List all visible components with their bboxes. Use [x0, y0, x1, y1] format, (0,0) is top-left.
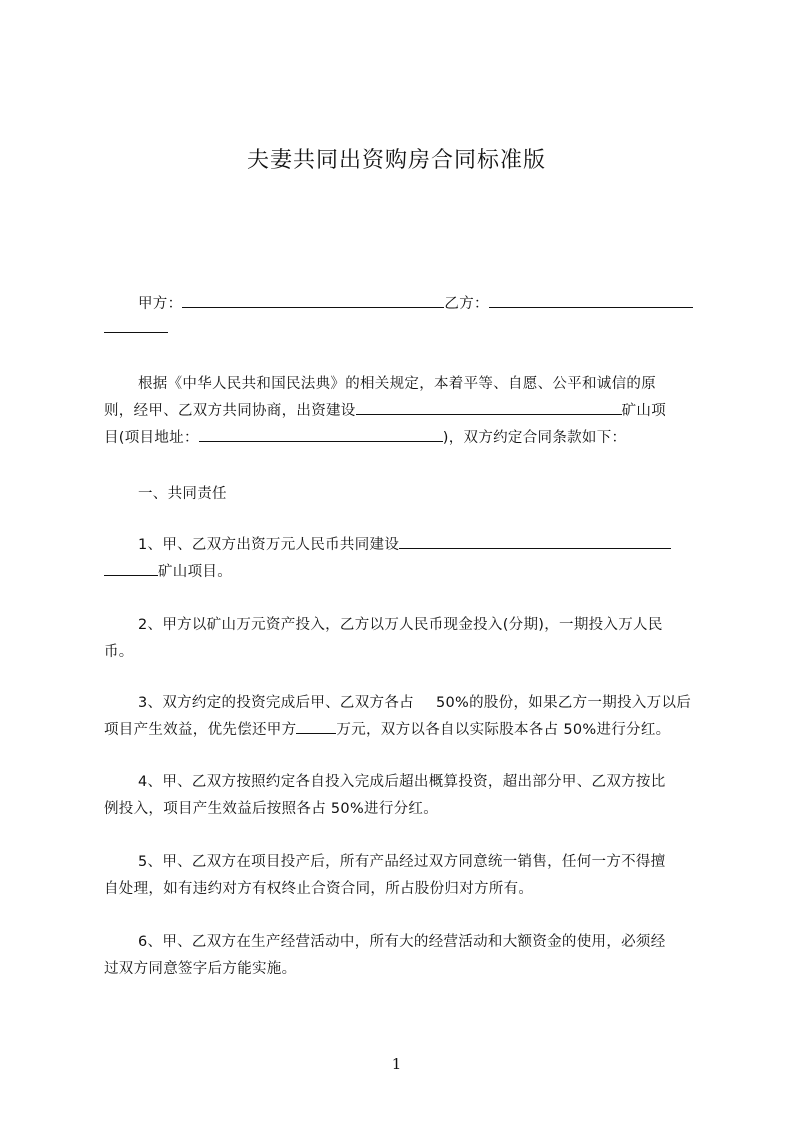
section-1-title: 一、共同责任 [138, 486, 227, 502]
clause-1-text-2: 矿山项目。 [158, 564, 232, 580]
clause-4-text-2: 例投入，项目产生效益后按照各占 50%进行分红。 [104, 801, 439, 817]
clause-1-line-1 [104, 533, 710, 554]
clause-6-line-2 [104, 957, 710, 978]
clause-3-text-b: 50%的股份，如果乙方一期投入万以后 [435, 695, 692, 711]
page-number: 1 [391, 1055, 402, 1073]
section-heading [104, 482, 710, 503]
clause-4-text: 4、甲、乙双方按照约定各自投入完成后超出概算投资，超出部分甲、乙双方按比 [138, 774, 666, 790]
intro-text-2a: 则，经甲、乙双方共同协商，出资建设 [104, 403, 356, 419]
clause-3-line-2 [104, 718, 710, 739]
clause-5-text: 5、甲、乙双方在项目投产后，所有产品经过双方同意统一销售，任何一方不得擅 [138, 854, 666, 870]
intro-text-3a: 目(项目地址： [104, 430, 199, 446]
project-name-blank[interactable] [356, 400, 622, 415]
clause-1-blank-continued[interactable] [104, 561, 158, 576]
intro-line-3 [104, 426, 710, 447]
intro-text-1: 根据《中华人民共和国民法典》的相关规定，本着平等、自愿、公平和诚信的原 [138, 376, 656, 392]
clause-5-text-2: 自处理，如有违约对方有权终止合资合同，所占股份归对方所有。 [104, 881, 534, 897]
clause-2-line-2 [104, 640, 710, 661]
project-address-blank[interactable] [199, 427, 443, 442]
clause-1-blank[interactable] [399, 534, 671, 549]
clause-2-line-1 [104, 613, 710, 634]
clause-2-text: 2、甲方以矿山万元资产投入，乙方以万人民币现金投入(分期)，一期投入万人民 [138, 617, 663, 633]
parties-line [104, 292, 710, 313]
clause-2-text-2: 币。 [104, 644, 134, 660]
clause-3-text-d: 万元，双方以各自以实际股本各占 50%进行分红。 [336, 722, 671, 738]
clause-3-line-1 [104, 691, 710, 712]
clause-3-text-a: 3、双方约定的投资完成后甲、乙双方各占 [138, 695, 414, 711]
intro-line-2 [104, 399, 710, 420]
clause-3-text-c: 项目产生效益，优先偿还甲方 [104, 722, 297, 738]
clause-6-text-2: 过双方同意签字后方能实施。 [104, 961, 297, 977]
clause-6-text: 6、甲、乙双方在生产经营活动中，所有大的经营活动和大额资金的使用，必须经 [138, 934, 666, 950]
parties-line-2 [104, 318, 710, 337]
party-b-label: 乙方： [444, 296, 489, 312]
intro-text-3b: )，双方约定合同条款如下： [442, 430, 627, 446]
clause-6-line-1 [104, 930, 710, 951]
clause-4-line-1 [104, 770, 710, 791]
intro-text-2b: 矿山项 [621, 403, 667, 419]
party-a-label: 甲方： [138, 296, 183, 312]
clause-5-line-1 [104, 850, 710, 871]
clause-1-text: 1、甲、乙双方出资万元人民币共同建设 [138, 537, 400, 553]
clause-1-line-2 [104, 560, 710, 581]
clause-4-line-2 [104, 797, 710, 818]
intro-line-1 [104, 372, 710, 393]
party-b-blank-continued[interactable] [104, 318, 168, 333]
party-a-blank[interactable] [182, 293, 444, 308]
repay-amount-blank[interactable] [296, 719, 336, 734]
party-b-blank[interactable] [489, 293, 693, 308]
document-title: 夫妻共同出资购房合同标准版 [246, 148, 546, 173]
clause-5-line-2 [104, 877, 710, 898]
